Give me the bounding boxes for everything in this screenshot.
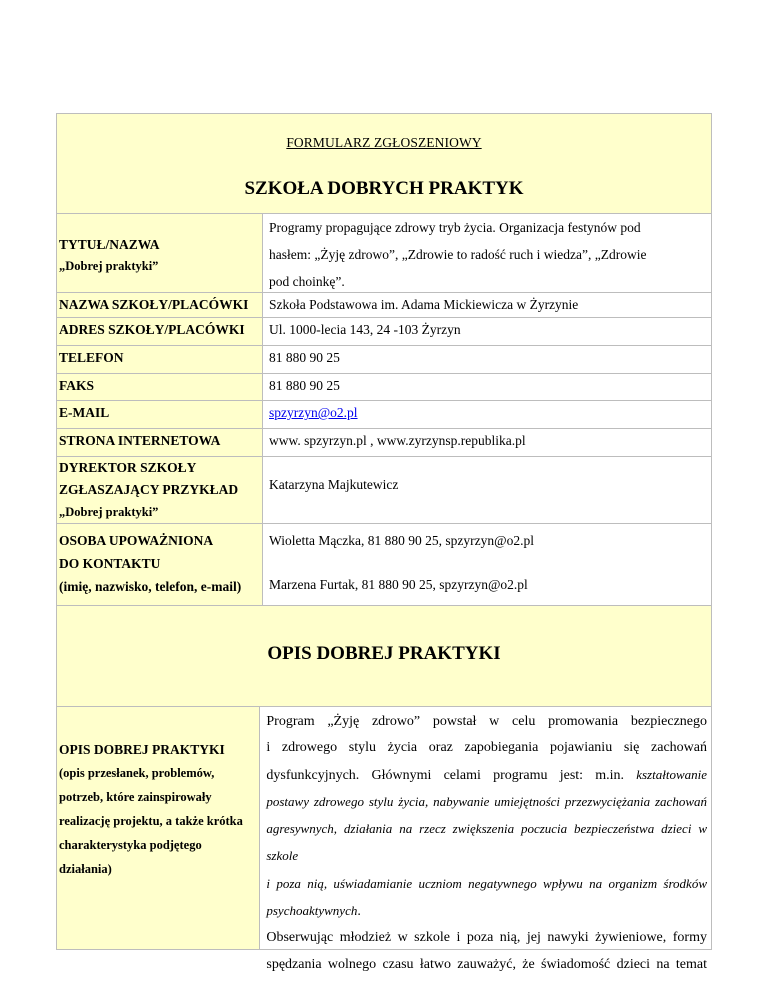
label-strona: STRONA INTERNETOWA: [57, 429, 263, 456]
form-title: FORMULARZ ZGŁOSZENIOWY: [286, 135, 482, 150]
section-title: OPIS DOBREJ PRAKTYKI: [267, 643, 501, 664]
label-tytul: TYTUŁ/NAZWA „Dobrej praktyki”: [57, 214, 263, 292]
application-form: [56, 113, 712, 972]
value-telefon: 81 880 90 25: [269, 350, 340, 365]
label-osoba: OSOBA UPOWAŻNIONA DO KONTAKTU (imię, nazwisko, telefon, e-mail): [57, 524, 263, 605]
value-nazwa: Szkoła Podstawowa im. Adama Mickiewicza w Żyrzynie: [269, 297, 579, 312]
value-osoba: Wioletta Mączka, 81 880 90 25, spzyrzyn@o2.pl Marzena Furtak, 81 880 90 25, spzyrzyn@o2.pl: [269, 533, 534, 592]
value-dyrektor: Katarzyna Majkutewicz: [269, 477, 399, 492]
row-telefon: [56, 346, 712, 374]
row-strona: [56, 429, 712, 457]
label-dyrektor: DYREKTOR SZKOŁY ZGŁASZAJĄCY PRZYKŁAD „Dobrej praktyki”: [57, 457, 263, 523]
section-header-opis: [56, 606, 712, 707]
value-adres: Ul. 1000-lecia 143, 24 -103 Żyrzyn: [269, 322, 461, 337]
label-opis: OPIS DOBREJ PRAKTYKI (opis przesłanek, problemów, potrzeb, które zainspirowały realizację projektu, a także krótka charakterystyka podjętego działania): [57, 707, 260, 949]
label-faks: FAKS: [57, 374, 263, 400]
value-tytul: Programy propagujące zdrowy tryb życia. Organizacja festynów pod hasłem: „Żyję zdrowo”, „Zdrowie to radość ruch i wiedza”, „Zdrowie pod choinkę”.: [269, 220, 647, 289]
form-header: [56, 113, 712, 214]
label-nazwa: NAZWA SZKOŁY/PLACÓWKI: [57, 293, 263, 317]
row-faks: [56, 374, 712, 401]
row-email: [56, 401, 712, 429]
email-link[interactable]: spzyrzyn@o2.pl: [269, 405, 358, 420]
row-adres: [56, 318, 712, 346]
label-email: E-MAIL: [57, 401, 263, 428]
label-adres: ADRES SZKOŁY/PLACÓWKI: [57, 318, 263, 345]
opis-text: Program „Żyję zdrowo” powstał w celu promowania bezpiecznego i zdrowego stylu życia oraz zapobiegania pojawianiu się zachowań dysfunkcyjnych. Głównymi celami programu jest: m.in. kształtowanie postawy zdrowego stylu życia, nabywanie umiejętności przezwyciężania zachowań agresywnych, działania na rzecz zwiększenia poczucia bezpieczeństwa dzieci w szkole i poza nią, uświadamianie uczniom negatywnego wpływu na organizm środków psychoaktywnych. Obserwując młodzież w szkole i poza nią, jej nawyki żywieniowe, formy spędzania wolnego czasu łatwo zauważyć, że świadomość dzieci na temat: [266, 714, 707, 972]
value-faks: 81 880 90 25: [269, 378, 340, 393]
label-telefon: TELEFON: [57, 346, 263, 373]
value-email: [263, 401, 711, 428]
row-nazwa: [56, 293, 712, 318]
value-strona: www. spzyrzyn.pl , www.zyrzynsp.republika.pl: [269, 433, 526, 448]
main-title: SZKOŁA DOBRYCH PRAKTYK: [244, 178, 524, 199]
row-opis: [56, 707, 712, 972]
row-dyrektor: [56, 457, 712, 524]
row-tytul: [56, 214, 712, 293]
row-osoba: [56, 524, 712, 606]
